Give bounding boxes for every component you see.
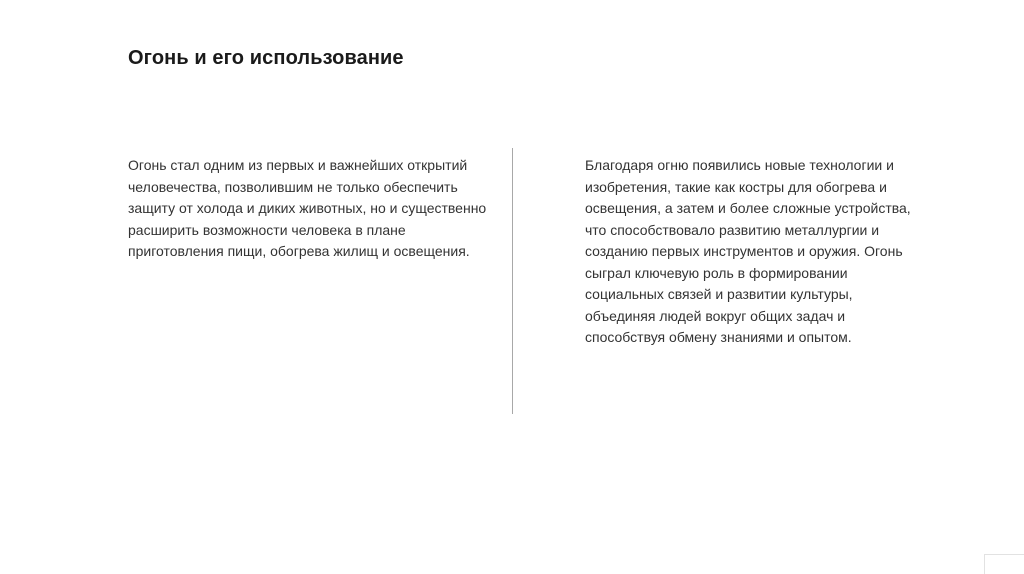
right-column-text: Благодаря огню появились новые технологии и изобретения, такие как костры для обогрева и освещения, а затем и более сложные устройства, что способствовало развитию металлургии и созданию первых инструментов и оружия. Огонь сыграл ключевую роль в формировании социальных связей и развитии культуры, объединяя людей вокруг общих задач и способствуя обмену знаниями и опытом. [585, 157, 911, 345]
left-column-text: Огонь стал одним из первых и важнейших открытий человечества, позволившим не только обеспечить защиту от холода и диких животных, но и существенно расширить возможности человека в плане приготовления пищи, обогрева жилищ и освещения. [128, 157, 487, 259]
slide-title: Огонь и его использование [128, 47, 404, 69]
column-divider [512, 148, 513, 414]
slide-corner-frame [984, 554, 1024, 574]
